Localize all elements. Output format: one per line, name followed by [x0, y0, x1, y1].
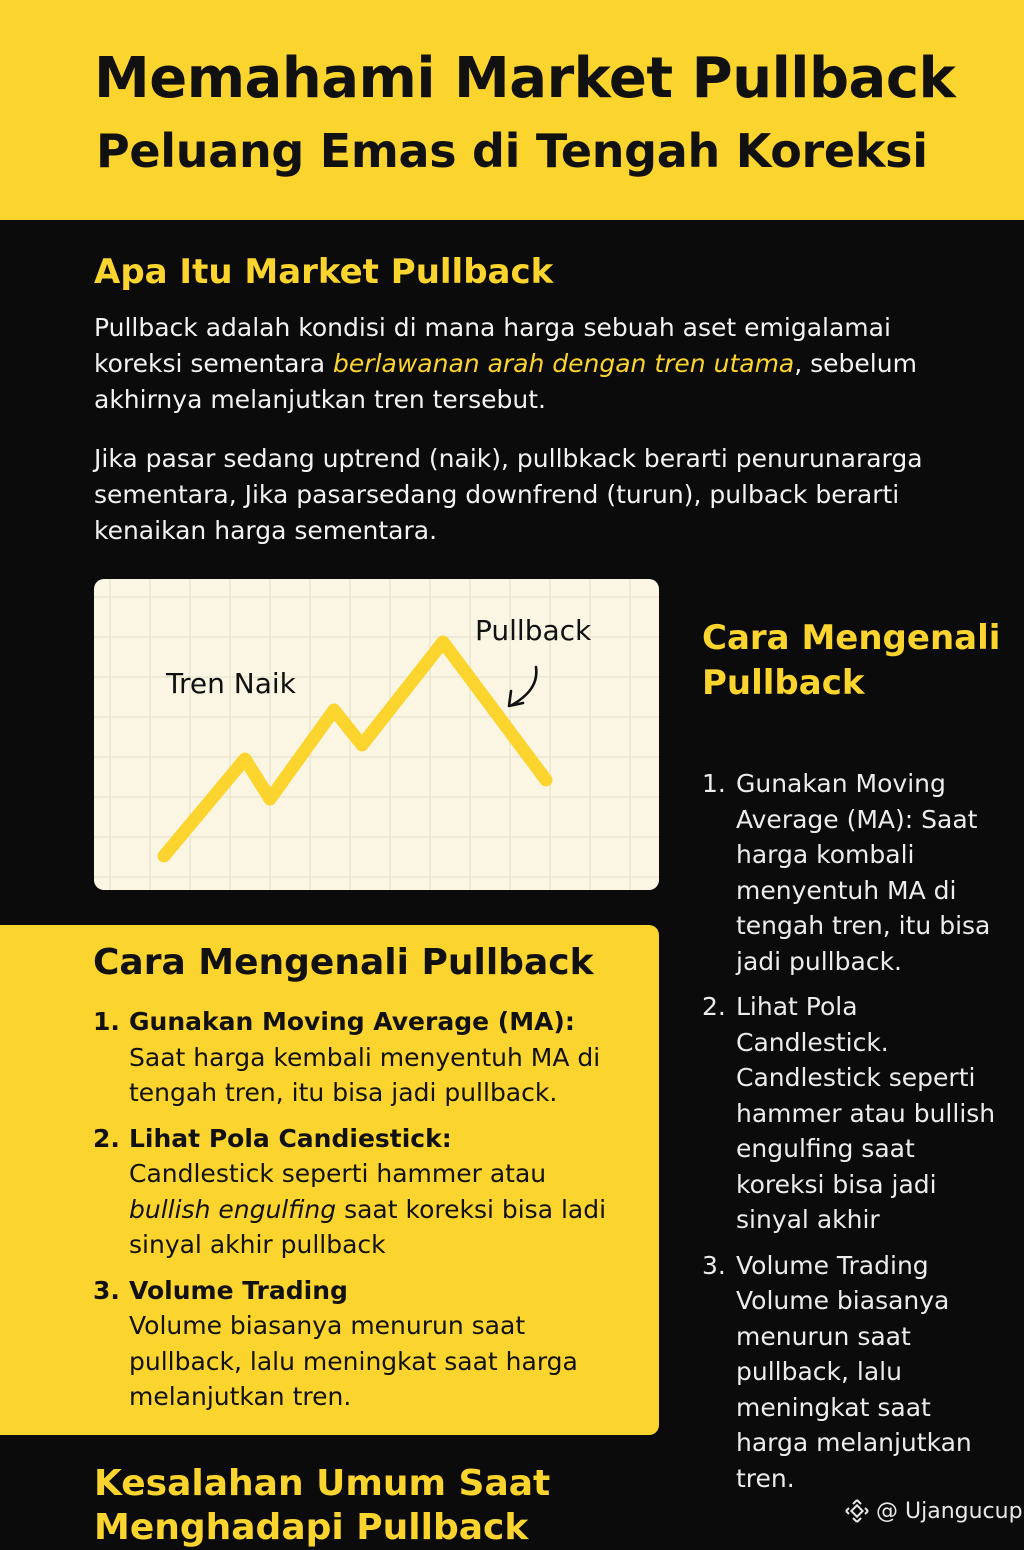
step-number: 3.: [93, 1275, 120, 1305]
step-heading: Lihat Pola Candiestick:: [129, 1123, 452, 1153]
step-number: 2.: [93, 1123, 120, 1153]
list-item: [93, 1004, 633, 1111]
definition-paragraph: [94, 310, 954, 418]
step-body-italic: bullish engulfing: [129, 1194, 337, 1224]
list-item: [702, 989, 1002, 1238]
page-subtitle: Peluang Emas di Tengah Koreksi: [96, 124, 928, 178]
step-number: 3.: [702, 1250, 726, 1280]
list-item: [93, 1273, 633, 1415]
watermark: [844, 1496, 1023, 1526]
list-item: [702, 766, 1002, 979]
mistakes-section-title: Kesalahan Umum Saat Menghadapi Pullback: [94, 1463, 551, 1548]
step-heading: Gunakan Moving Average (MA):: [129, 1007, 575, 1036]
page-title: Memahami Market Pullback: [94, 46, 956, 111]
card-steps-list: [93, 1004, 633, 1425]
uptrend-label: Tren Naik: [166, 667, 296, 700]
trend-paragraph: Jika pasar sedang uptrend (naik), pullbkack berarti penurunararga sementara, Jika pasarsedang downfrend (turun), pulback berarti kenaikan harga sementara.: [94, 444, 923, 545]
pullback-illustration-svg: [94, 579, 659, 890]
list-item: [702, 1248, 1002, 1497]
step-number: 2.: [702, 992, 726, 1021]
definition-text-end: , sebelum akhirnya melanjutkan tren tersebut.: [94, 349, 917, 414]
definition-text-start: Pullback adalah kondisi di mana harga sebuah aset emigalamai koreksi sementara: [94, 313, 891, 378]
list-item: [93, 1121, 633, 1263]
section-title-what-is: Apa Itu Market Pullback: [94, 252, 554, 292]
step-text: Volume Trading Volume biasanya menurun saat pullback, lalu meningkat saat harga melanjutkan tren.: [736, 1250, 972, 1493]
step-text: Lihat Pola Candlestick. Candlestick seperti hammer atau bullish engulfing saat koreksi bisa jadi sinyal akhir: [736, 992, 996, 1234]
pullback-label: Pullback: [475, 614, 592, 647]
definition-emphasis: berlawanan arah dengan tren utama: [333, 349, 795, 378]
step-body-end: saat koreksi bisa ladi sinyal akhir pullback: [129, 1194, 607, 1259]
step-body: Volume biasanya menurun saat pullback, lalu meningkat saat harga melanjutkan tren.: [129, 1311, 578, 1411]
step-text: Gunakan Moving Average (MA): Saat harga kombali menyentuh MA di tengah tren, itu bisa jadi pullback.: [736, 769, 991, 976]
pullback-illustration: [94, 579, 659, 890]
binance-logo-icon: [844, 1498, 870, 1524]
card-title: Cara Mengenali Pullback: [93, 942, 594, 983]
step-number: 1.: [702, 769, 726, 798]
step-heading: Volume Trading: [129, 1275, 348, 1305]
watermark-text: @ Ujangucup: [876, 1498, 1023, 1524]
pullback-arrow-icon: [512, 667, 536, 705]
step-body: Saat harga kembali menyentuh MA di tengah tren, itu bisa jadi pullback.: [129, 1042, 601, 1107]
step-body: [129, 1159, 606, 1259]
side-steps-list: [702, 766, 1002, 1506]
step-body-start: Candlestick seperti hammer atau: [129, 1159, 547, 1188]
side-section-title: Cara Mengenali Pullback: [702, 618, 1001, 703]
step-number: 1.: [93, 1007, 120, 1036]
